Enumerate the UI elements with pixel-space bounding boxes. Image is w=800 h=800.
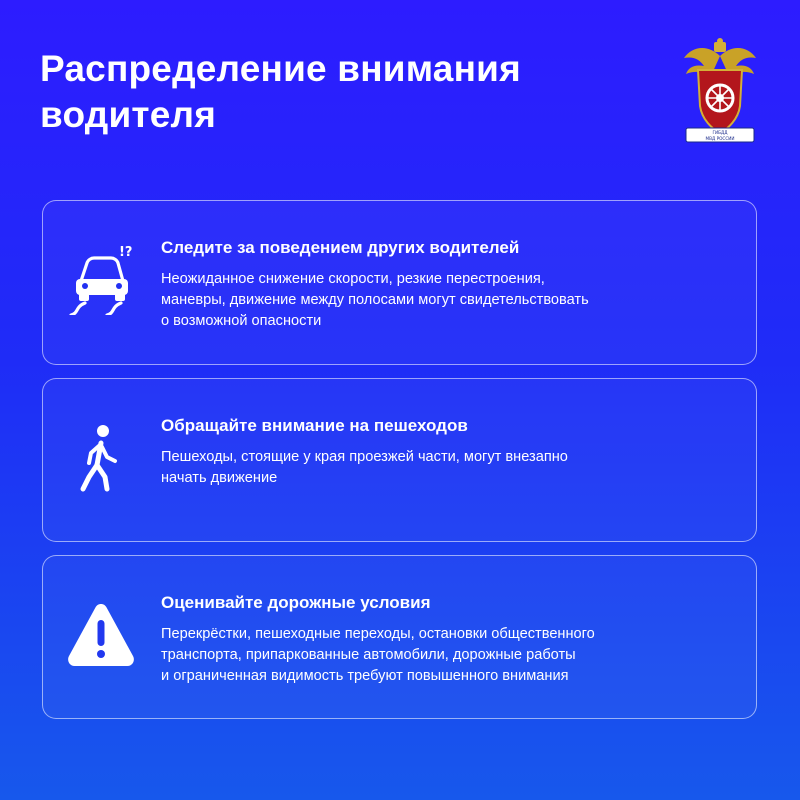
skidding-car-icon	[65, 243, 137, 315]
card-road-conditions	[42, 555, 757, 719]
card-pedestrians	[42, 378, 757, 542]
page-title-line: Распределение внимания	[40, 48, 521, 89]
card-text: Пешеходы, стоящие у края проезжей части, могут внезапно начать движение	[161, 449, 568, 486]
emblem-label: ГИБДД	[712, 130, 728, 135]
card-heading: Оценивайте дорожные условия	[161, 593, 431, 612]
pedestrian-icon	[65, 423, 137, 495]
card-heading: Обращайте внимание на пешеходов	[161, 416, 468, 435]
warning-triangle-icon	[65, 600, 137, 672]
svg-text:!?: !?	[119, 245, 133, 260]
police-emblem-icon	[680, 36, 760, 148]
emblem-label: МВД РОССИИ	[705, 136, 735, 141]
page-title-line: водителя	[40, 94, 216, 135]
card-heading: Следите за поведением других водителей	[161, 238, 520, 257]
card-text: Перекрёстки, пешеходные переходы, остановки общественного транспорта, припаркованные автомобили, дорожные работы и ограниченная видимость требуют повышенного внимания	[161, 626, 595, 684]
card-text: Неожиданное снижение скорости, резкие перестроения, маневры, движение между полосами могут свидетельствовать о возможной опасности	[161, 271, 589, 329]
page-title	[40, 46, 640, 138]
card-other-drivers	[42, 200, 757, 365]
